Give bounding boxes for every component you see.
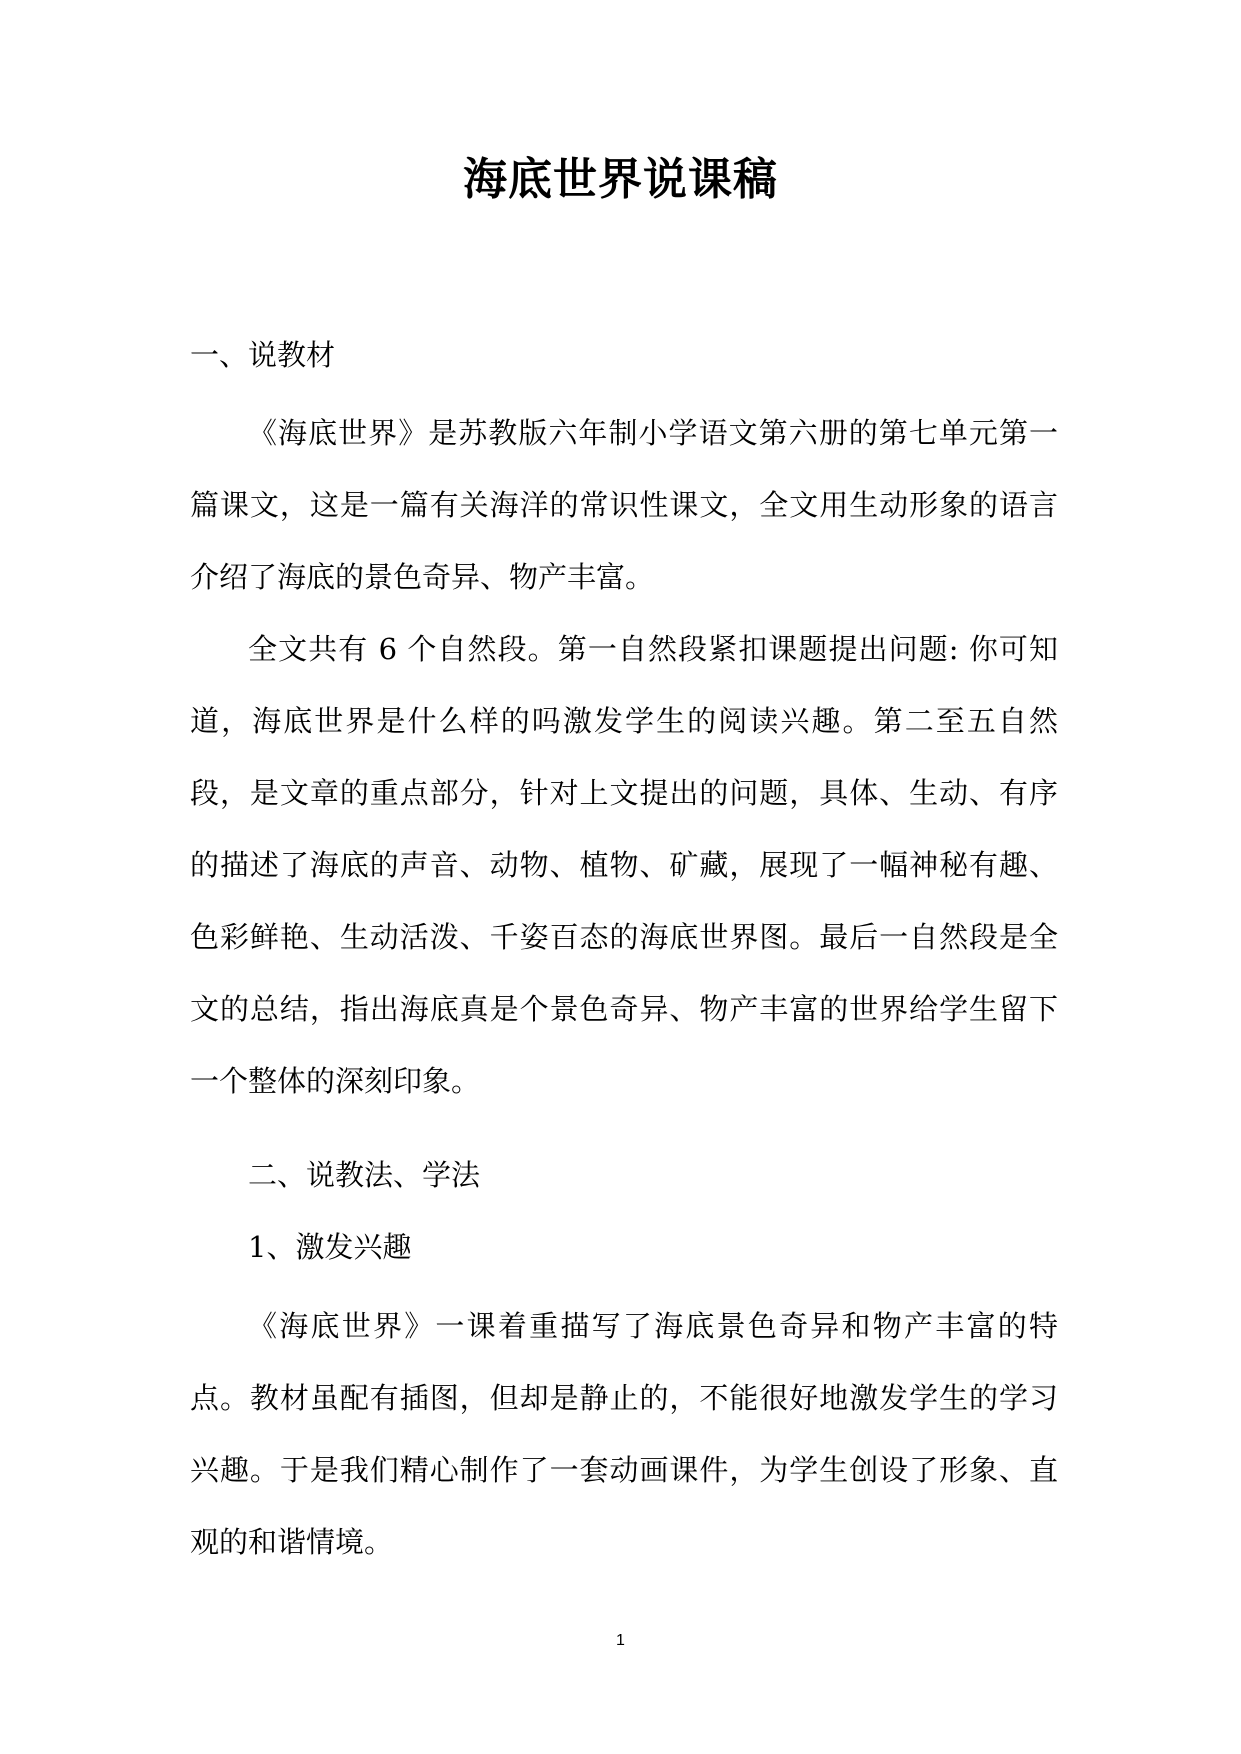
document-title: 海底世界说课稿 <box>463 154 778 205</box>
section-heading-2: 二、说教法、学法 <box>248 1158 481 1192</box>
subsection-heading-1: 1、激发兴趣 <box>248 1230 412 1264</box>
section-heading-1: 一、说教材 <box>190 338 336 372</box>
paragraph-interest: 《海底世界》一课着重描写了海底景色奇异和物产丰富的特点。教材虽配有插图，但却是静止的，不能很好地激发学生的学习兴趣。于是我们精心制作了一套动画课件，为学生创设了形象、直观的和谐情境。 <box>190 1309 1058 1559</box>
page-number: 1 <box>616 1632 625 1649</box>
paragraph-structure: 全文共有 6 个自然段。第一自然段紧扣课题提出问题: 你可知道，海底世界是什么样的吗激发学生的阅读兴趣。第二至五自然段，是文章的重点部分，针对上文提出的问题，具体、生动、有序的描述了海底的声音、动物、植物、矿藏，展现了一幅神秘有趣、色彩鲜艳、生动活泼、千姿百态的海底世界图。最后一自然段是全文的总结，指出海底真是个景色奇异、物产丰富的世界给学生留下一个整体的深刻印象。 <box>190 632 1058 1098</box>
paragraph-textbook-intro: 《海底世界》是苏教版六年制小学语文第六册的第七单元第一篇课文，这是一篇有关海洋的常识性课文，全文用生动形象的语言介绍了海底的景色奇异、物产丰富。 <box>190 416 1058 594</box>
